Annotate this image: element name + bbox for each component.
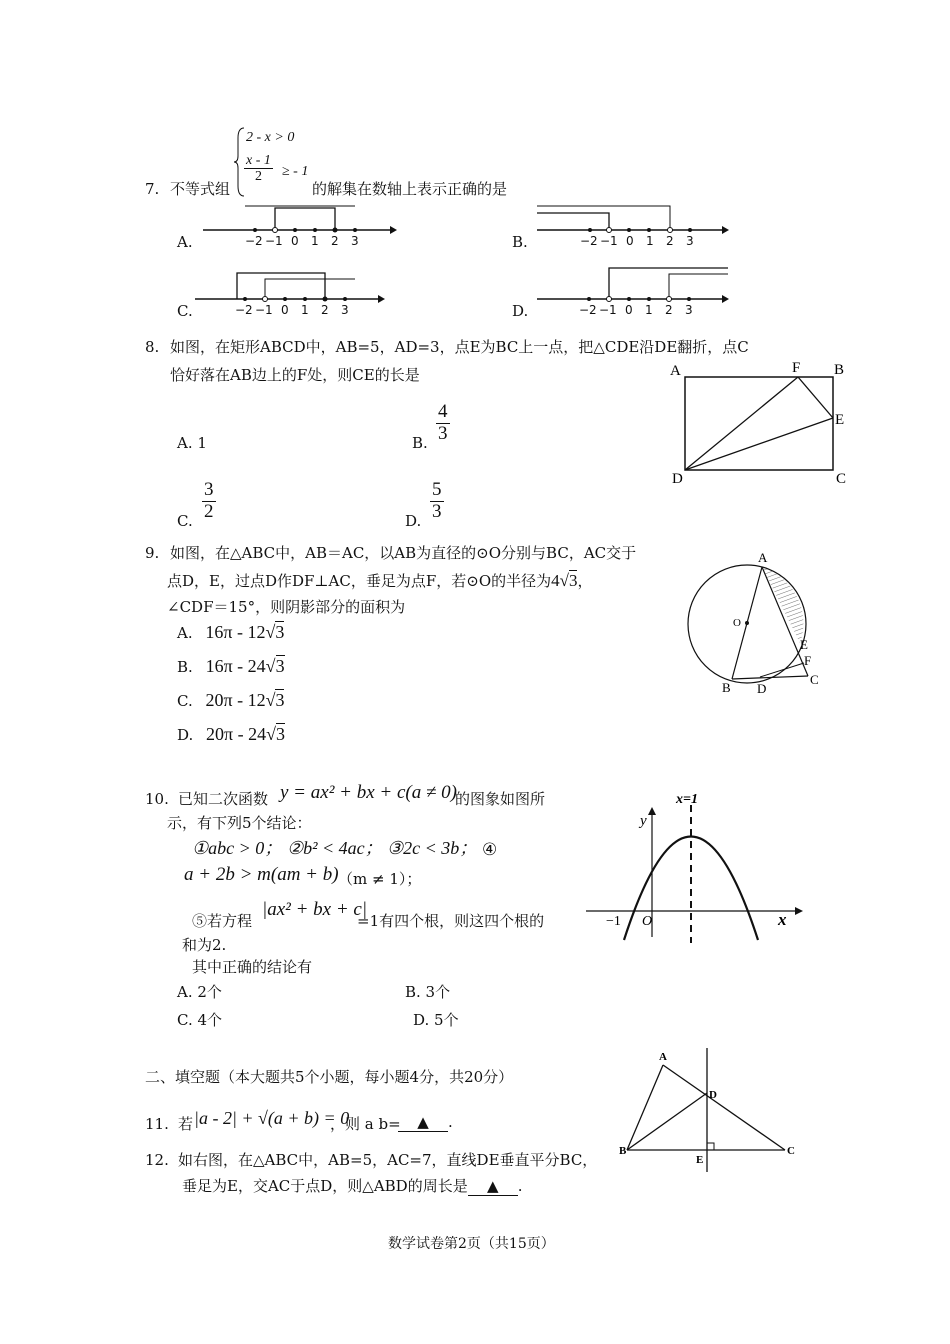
q8-stem-line2: 恰好落在AB边上的F处，则CE的长是 <box>170 366 420 384</box>
numberline-d-graphics <box>537 268 729 303</box>
q9-stem-line3: ∠CDF＝15°，则阴影部分的面积为 <box>167 598 406 616</box>
fig-label-A: A <box>758 550 768 565</box>
q9-option-c[interactable] <box>177 690 284 712</box>
answer-triangle-icon: ▲ <box>398 1113 448 1132</box>
q11-answer-blank[interactable] <box>398 1113 453 1132</box>
q7-stem-prefix: 不等式组 <box>170 180 231 198</box>
q10-number: 10. <box>145 790 169 808</box>
tick-label: 3 <box>685 303 693 317</box>
neg-one-label: −1 <box>606 914 621 929</box>
fraction-denominator: 2 <box>204 500 214 522</box>
q7-number: 7. <box>145 180 160 198</box>
tick-label: 2 <box>321 303 329 317</box>
q10-conclusion-5c: =1有四个根，则这四个根的 <box>357 912 545 930</box>
q11-end: . <box>448 1113 453 1131</box>
q9-option-b[interactable] <box>177 656 285 678</box>
tick-label: −2 <box>580 234 598 248</box>
q12-end: . <box>517 1177 523 1195</box>
option-expr: 16π - 24 <box>205 656 266 676</box>
fig-label-C: C <box>810 672 819 687</box>
q8-option-b[interactable]: B. <box>412 434 428 452</box>
q8-option-c-fraction <box>202 480 216 523</box>
fig-label-A: A <box>659 1051 667 1063</box>
q10-conclusion-4-marker: ④ <box>482 840 498 860</box>
option-radicand: 3 <box>275 656 285 676</box>
q10-stem-line2: 示，有下列5个结论： <box>167 814 312 832</box>
option-label: A. <box>177 624 193 642</box>
option-radicand: 3 <box>276 724 286 744</box>
origin-label: O <box>642 914 653 929</box>
q10-stem-line1b: 的图象如图所 <box>455 790 546 808</box>
option-label: B. <box>177 658 193 676</box>
tick-label: 3 <box>341 303 349 317</box>
tick-label: −1 <box>599 303 617 317</box>
tick-label: 3 <box>686 234 694 248</box>
tick-label: −2 <box>579 303 597 317</box>
q9-radius-radicand: 3 <box>568 571 578 590</box>
q9-option-d[interactable] <box>177 724 285 746</box>
sqrt-icon: √ <box>266 724 277 744</box>
q11-pre: 若 <box>178 1115 194 1133</box>
q7-fraction-numerator: x - 1 <box>246 153 271 168</box>
q10-option-a[interactable]: A. 2个 <box>177 983 222 1001</box>
q9-circle-figure <box>680 545 830 700</box>
q9-stem-line2 <box>167 571 593 591</box>
q8-stem-line1: 如图，在矩形ABCD中，AB=5，AD=3，点E为BC上一点，把△CDE沿DE翻折，点C <box>170 338 749 356</box>
q7-option-b[interactable]: B. <box>512 233 528 251</box>
fig-label-E: E <box>800 637 808 652</box>
tick-label: −1 <box>265 234 283 248</box>
q11-number: 11. <box>145 1115 169 1133</box>
fig-label-F: F <box>792 360 801 376</box>
q10-parabola-figure <box>580 785 810 945</box>
fraction-denominator: 3 <box>438 422 448 444</box>
fig-label-E: E <box>696 1154 704 1166</box>
tick-label: 1 <box>311 234 319 248</box>
q7-system-line1: 2 - x > 0 <box>246 130 295 145</box>
q7-system-rhs: ≥ - 1 <box>282 164 309 179</box>
numberline-b-graphics <box>537 206 729 234</box>
q9-option-a[interactable] <box>177 622 284 644</box>
tick-label: 2 <box>331 234 339 248</box>
q9-stem-line1: 如图，在△ABC中，AB＝AC，以AB为直径的⊙O分别与BC，AC交于 <box>170 544 637 562</box>
q8-option-d[interactable]: D. <box>405 512 422 530</box>
q10-conclusion-1: ①abc > 0； <box>192 838 283 858</box>
tick-label: 3 <box>351 234 359 248</box>
q8-option-b-fraction <box>436 402 450 445</box>
sqrt-icon: √ <box>265 656 276 676</box>
q9-radius-coef: 4 <box>551 571 560 590</box>
q8-number: 8. <box>145 338 160 356</box>
q10-stem-line1a: 已知二次函数 <box>178 790 269 808</box>
q10-option-d[interactable]: D. 5个 <box>413 1011 459 1029</box>
fig-label-D: D <box>709 1089 717 1101</box>
section-2-title: 二、填空题（本大题共5个小题，每小题4分，共20分） <box>145 1068 514 1086</box>
sqrt-icon: √ <box>265 690 276 710</box>
numberline-c-graphics <box>195 273 385 303</box>
option-radicand: 3 <box>275 690 285 710</box>
axis-of-symmetry-label: x=1 <box>676 792 698 807</box>
tick-label: 0 <box>626 234 634 248</box>
q10-conclusion-5a: ⑤若方程 <box>192 912 253 930</box>
fig-label-B: B <box>619 1145 627 1157</box>
tick-label: −1 <box>600 234 618 248</box>
fig-label-F: F <box>804 653 812 668</box>
q10-conclusion-5d: 和为2. <box>182 936 227 954</box>
q9-line2-end: ， <box>577 572 593 590</box>
option-expr: 20π - 24 <box>206 724 267 744</box>
q9-number: 9. <box>145 544 160 562</box>
sqrt-icon: √ <box>559 571 569 590</box>
page-footer: 数学试卷第2页（共15页） <box>388 1236 555 1252</box>
tick-label: 0 <box>625 303 633 317</box>
fraction-numerator: 4 <box>438 401 448 422</box>
q9-line2-text: 点D，E，过点D作DF⊥AC，垂足为点F，若⊙O的半径为 <box>167 572 552 590</box>
fig-label-C: C <box>836 471 847 487</box>
q7-fraction-denominator: 2 <box>254 169 262 185</box>
tick-label: −2 <box>245 234 263 248</box>
fraction-numerator: 3 <box>204 479 214 500</box>
tick-label: 1 <box>645 303 653 317</box>
tick-label: 0 <box>281 303 289 317</box>
q12-triangle-figure <box>615 1048 805 1178</box>
q10-conclusion-2: ②b² < 4ac； <box>287 838 383 858</box>
tick-label: 1 <box>646 234 654 248</box>
q10-option-b[interactable]: B. 3个 <box>405 983 451 1001</box>
numberline-a-graphics <box>203 206 397 234</box>
q7-option-d[interactable]: D. <box>512 302 529 320</box>
q7-option-c[interactable]: C. <box>177 302 193 320</box>
x-axis-label: x <box>778 910 787 929</box>
tick-label: 1 <box>301 303 309 317</box>
q11-formula: |a - 2| + √(a + b) = 0 <box>194 1108 350 1128</box>
tick-label: −1 <box>255 303 273 317</box>
answer-triangle-icon[interactable]: ▲ <box>468 1177 518 1196</box>
fraction-numerator: 5 <box>432 479 442 500</box>
fig-label-A: A <box>670 363 681 379</box>
q11-mid: ，则 a b= <box>330 1115 401 1133</box>
tick-label: 0 <box>291 234 299 248</box>
option-expr: 16π - 12 <box>205 622 266 642</box>
q7-stem-suffix: 的解集在数轴上表示正确的是 <box>312 180 508 198</box>
q8-option-a[interactable]: A. 1 <box>177 434 207 452</box>
q12-number: 12. <box>145 1151 169 1169</box>
tick-label: 2 <box>666 234 674 248</box>
q10-formula: y = ax² + bx + c(a ≠ 0) <box>280 782 457 803</box>
q7-option-a[interactable]: A. <box>177 233 193 251</box>
tick-label: −2 <box>235 303 253 317</box>
q10-conclusion-5-abs: |ax² + bx + c| <box>262 899 368 920</box>
q10-ask: 其中正确的结论有 <box>192 958 313 976</box>
option-radicand: 3 <box>275 622 285 642</box>
fig-label-B: B <box>722 680 731 695</box>
sqrt-icon: √ <box>265 622 276 642</box>
option-label: D. <box>177 726 194 744</box>
fig-label-B: B <box>834 362 845 378</box>
fig-label-D: D <box>757 681 767 696</box>
q10-conclusion-4-cond: （m ≠ 1）； <box>338 870 422 888</box>
q8-rectangle-figure <box>665 355 855 490</box>
q12-stem-line1: 如右图，在△ABC中，AB=5，AC=7，直线DE垂直平分BC， <box>178 1151 598 1169</box>
fraction-denominator: 3 <box>432 500 442 522</box>
fig-label-O: O <box>733 617 741 629</box>
fig-label-E: E <box>835 412 845 428</box>
option-label: C. <box>177 692 193 710</box>
q12-stem-line2 <box>182 1177 523 1196</box>
fig-label-C: C <box>787 1145 795 1157</box>
q12-line2-text: 垂足为E，交AC于点D，则△ABD的周长是 <box>182 1177 468 1195</box>
y-axis-label: y <box>640 813 647 829</box>
q10-conclusion-3: ③2c < 3b； <box>387 838 478 858</box>
q10-option-c[interactable]: C. 4个 <box>177 1011 223 1029</box>
fig-label-D: D <box>672 471 683 487</box>
q10-conclusion-4-expr: a + 2b > m(am + b) <box>184 864 339 885</box>
option-expr: 20π - 12 <box>205 690 266 710</box>
tick-label: 2 <box>665 303 673 317</box>
q8-option-c[interactable]: C. <box>177 512 193 530</box>
q8-option-d-fraction <box>430 480 444 523</box>
